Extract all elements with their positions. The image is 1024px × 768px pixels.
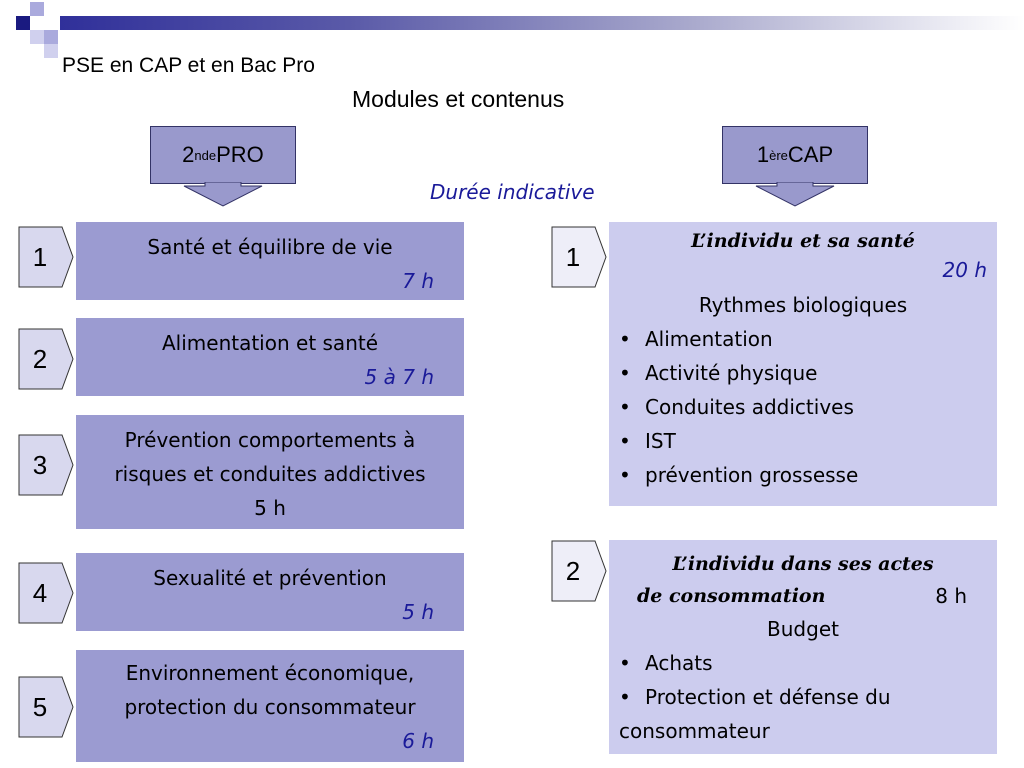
module-number: 5	[32, 691, 48, 722]
right-module-2	[609, 540, 997, 754]
module-number-badge	[551, 226, 607, 292]
module-hours: 8 h	[935, 584, 967, 608]
left-module-1	[76, 222, 464, 300]
page-subtitle: Modules et contenus	[352, 86, 565, 112]
decor-square-pale	[30, 30, 44, 44]
list-item-continuation: consommateur	[619, 719, 770, 743]
module-hours: 20 h	[942, 258, 987, 282]
list-item: • Activité physique	[609, 356, 997, 390]
module-label: Santé et équilibre de vie	[147, 235, 393, 259]
module-label: Prévention comportements à	[124, 428, 416, 452]
list-item: • Protection et défense du	[609, 680, 997, 714]
decor-square-dark	[16, 16, 30, 30]
module-hours: 5 h	[254, 496, 286, 520]
decor-square-pale	[44, 44, 58, 58]
callout-label: CAP	[787, 142, 834, 167]
list-item: • Achats	[609, 646, 997, 680]
callout-sup: nde	[194, 147, 217, 163]
module-label: Environnement économique,	[125, 661, 415, 685]
module-number: 1	[565, 241, 581, 272]
decor-square-light	[30, 2, 44, 16]
module-number: 3	[32, 449, 48, 480]
list-item: • Conduites addictives	[609, 390, 997, 424]
left-module-2	[76, 318, 464, 396]
module-hours: 7 h	[402, 269, 434, 293]
callout-sup: ère	[769, 147, 788, 163]
module-subtitle: Budget	[767, 617, 839, 641]
header-gradient-bar	[60, 16, 1024, 30]
module-label-line2: risques et conduites addictives	[114, 462, 426, 486]
module-number-badge	[18, 676, 74, 742]
module-title-line2: de consommation	[637, 585, 826, 607]
left-module-4	[76, 553, 464, 631]
list-item: • IST	[609, 424, 997, 458]
module-item-list	[609, 322, 997, 492]
module-number-badge	[18, 562, 74, 628]
module-subtitle: Rythmes biologiques	[698, 293, 908, 317]
module-title: L’individu dans ses actes	[672, 553, 934, 575]
module-number: 4	[32, 577, 48, 608]
list-item: • prévention grossesse	[609, 458, 997, 492]
module-number-badge	[551, 540, 607, 606]
callout-base: 2	[182, 142, 195, 167]
left-module-5	[76, 650, 464, 762]
module-number: 1	[32, 241, 48, 272]
callout-2nde-pro	[150, 126, 296, 208]
left-module-3	[76, 415, 464, 529]
module-number: 2	[565, 555, 581, 586]
module-label-line2: protection du consommateur	[124, 695, 416, 719]
module-hours: 5 h	[402, 600, 434, 624]
module-label: Alimentation et santé	[161, 331, 379, 355]
module-number-badge	[18, 328, 74, 394]
module-title: L’individu et sa santé	[691, 230, 915, 252]
module-number-badge	[18, 434, 74, 500]
list-item: • Alimentation	[609, 322, 997, 356]
module-number-badge	[18, 226, 74, 292]
duree-indicative-label: Durée indicative	[430, 180, 595, 204]
module-label: Sexualité et prévention	[153, 566, 387, 590]
callout-arrow-icon	[150, 182, 296, 208]
right-module-1	[609, 222, 997, 506]
module-number: 2	[32, 343, 48, 374]
callout-label: PRO	[216, 142, 264, 167]
decor-square-light	[44, 30, 58, 44]
callout-base: 1	[756, 142, 770, 167]
callout-1ere-cap	[722, 126, 868, 208]
module-item-list	[609, 646, 997, 714]
module-hours: 5 à 7 h	[364, 365, 434, 389]
callout-arrow-icon	[722, 182, 868, 208]
module-hours: 6 h	[402, 729, 434, 753]
page-title: PSE en CAP et en Bac Pro	[62, 54, 315, 77]
